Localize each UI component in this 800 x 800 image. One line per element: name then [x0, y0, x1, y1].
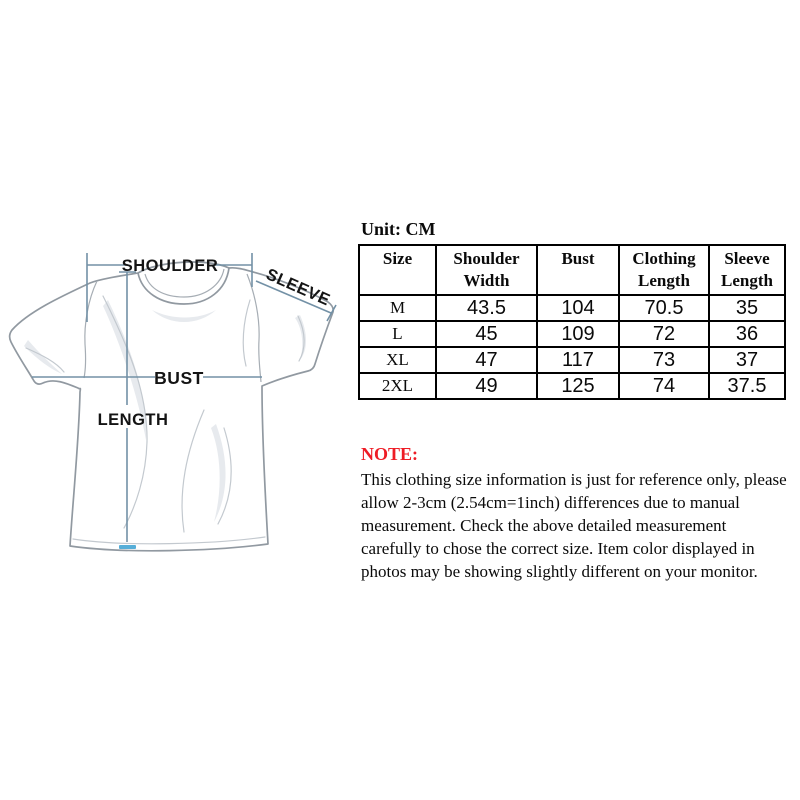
shoulder-width-cell: 49 [436, 373, 537, 399]
bust-cell: 117 [537, 347, 619, 373]
clothing-length-cell: 74 [619, 373, 709, 399]
clothing-length-cell: 72 [619, 321, 709, 347]
size-row-xl [359, 347, 785, 373]
col-header-size: Size [359, 245, 436, 295]
length-label: LENGTH [97, 411, 169, 429]
note-line: allow 2-3cm (2.54cm=1inch) differences due to manual [361, 493, 740, 512]
sleeve-label: SLEEVE [263, 265, 333, 310]
sleeve-length-cell: 35 [709, 295, 785, 321]
bust-cell: 109 [537, 321, 619, 347]
clothing-length-cell: 70.5 [619, 295, 709, 321]
bust-label: BUST [154, 368, 204, 388]
length-hem-marker [119, 545, 136, 549]
shoulder-label: SHOULDER [121, 257, 219, 275]
tshirt-size-diagram [0, 0, 360, 620]
note-title: NOTE: [361, 444, 419, 464]
size-row-m [359, 295, 785, 321]
col-header-shoulder-width: Shoulder Width [436, 245, 537, 295]
size-table-header-row [359, 245, 785, 295]
shoulder-width-cell: 43.5 [436, 295, 537, 321]
sleeve-length-cell: 36 [709, 321, 785, 347]
size-table [358, 244, 786, 400]
shoulder-width-cell: 45 [436, 321, 537, 347]
clothing-length-cell: 73 [619, 347, 709, 373]
col-header-clothing-length: Clothing Length [619, 245, 709, 295]
tshirt-diagram-svg [0, 0, 360, 620]
note-line: carefully to chose the correct size. Item color displayed in [361, 539, 755, 558]
col-header-bust: Bust [537, 245, 619, 295]
bust-cell: 125 [537, 373, 619, 399]
size-cell: L [359, 321, 436, 347]
bust-cell: 104 [537, 295, 619, 321]
size-cell: 2XL [359, 373, 436, 399]
tshirt-outline [10, 262, 334, 551]
note-line: measurement. Check the above detailed measurement [361, 516, 727, 535]
size-cell: XL [359, 347, 436, 373]
note-line: This clothing size information is just for reference only, please [361, 470, 787, 489]
sleeve-length-cell: 37 [709, 347, 785, 373]
note-section [361, 444, 787, 583]
sleeve-length-cell: 37.5 [709, 373, 785, 399]
unit-label: Unit: CM [361, 219, 436, 239]
size-cell: M [359, 295, 436, 321]
col-header-sleeve-length: Sleeve Length [709, 245, 785, 295]
size-row-2xl [359, 373, 785, 399]
shoulder-width-cell: 47 [436, 347, 537, 373]
note-line: photos may be showing slightly different on your monitor. [361, 562, 758, 581]
size-row-l [359, 321, 785, 347]
